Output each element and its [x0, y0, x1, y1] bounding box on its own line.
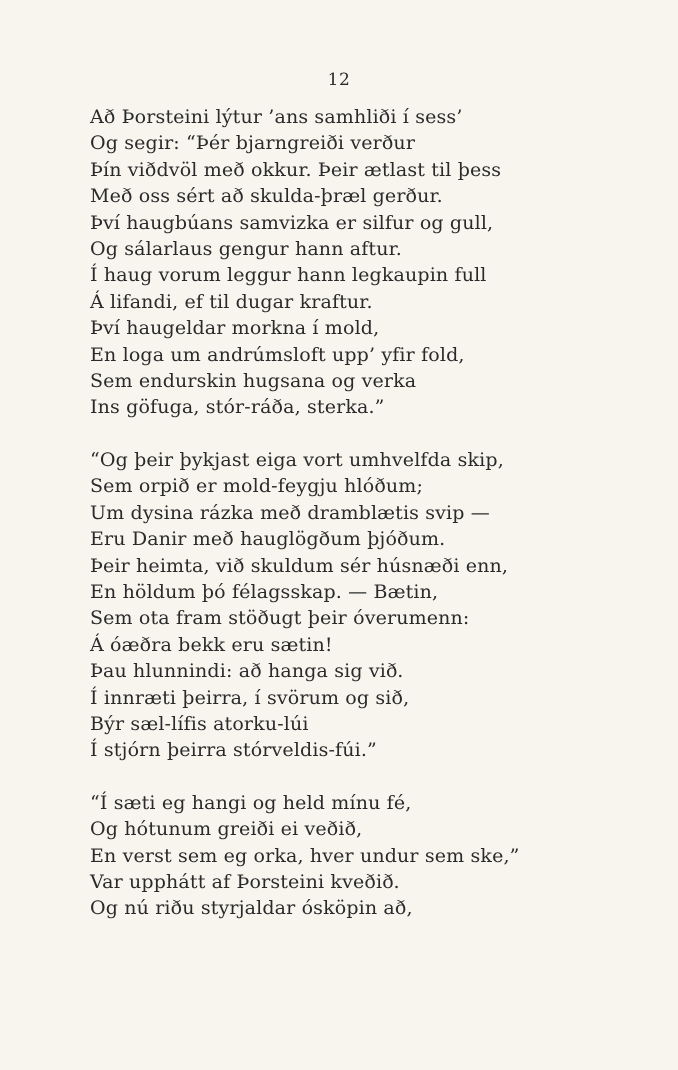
poem-line: Býr sæl-lífis atorku-lúi	[90, 712, 309, 735]
poem-line: Og hótunum greiði ei veðið,	[90, 818, 363, 841]
poem-line: Og nú riðu styrjaldar ósköpin að,	[90, 897, 413, 920]
poem-line: Um dysina rázka með dramblætis svip —	[90, 501, 490, 524]
stanza-3	[90, 790, 650, 922]
poem-line: En verst sem eg orka, hver undur sem ske,”	[90, 844, 520, 867]
poem-line: En loga um andrúmsloft upp’ yfir fold,	[90, 343, 465, 366]
poem-line: Í innræti þeirra, í svörum og sið,	[90, 686, 410, 709]
poem-line: Sem endurskin hugsana og verka	[90, 370, 417, 393]
poem-line: Með oss sért að skulda-þræl gerður.	[90, 185, 443, 208]
poem-line: Eru Danir með hauglögðum þjóðum.	[90, 528, 446, 551]
stanza-2	[90, 447, 650, 764]
poem-line: Í stjórn þeirra stórveldis-fúi.”	[90, 739, 377, 762]
poem-line: Því haugbúans samvizka er silfur og gull,	[90, 211, 494, 234]
poem-line: Því haugeldar morkna í mold,	[90, 317, 380, 340]
poem-line: “Í sæti eg hangi og held mínu fé,	[90, 791, 412, 814]
poem-line: Sem ota fram stöðugt þeir óverumenn:	[90, 607, 470, 630]
poem-line: Þeir heimta, við skuldum sér húsnæði enn,	[90, 554, 509, 577]
poem-line: Í haug vorum leggur hann legkaupin full	[90, 264, 487, 287]
poem-line: Og sálarlaus gengur hann aftur.	[90, 238, 402, 261]
poem-line: Var upphátt af Þorsteini kveðið.	[90, 870, 400, 893]
poem-line: Þau hlunnindi: að hanga sig við.	[90, 660, 404, 683]
poem-line: En höldum þó félagsskap. — Bætin,	[90, 580, 439, 603]
stanza-1	[90, 104, 650, 421]
poem-line: Á óæðra bekk eru sætin!	[90, 633, 333, 656]
page-number: 12	[327, 70, 351, 90]
poem-line: Að Þorsteini lýtur ’ans samhliði í sess’	[90, 106, 463, 128]
poem-body	[90, 104, 650, 922]
poem-line: Þín viðdvöl með okkur. Þeir ætlast til þess	[90, 158, 502, 181]
poem-line: Á lifandi, ef til dugar kraftur.	[90, 290, 373, 313]
poem-line: “Og þeir þykjast eiga vort umhvelfda skip,	[90, 448, 504, 471]
poem-line: Sem orpið er mold-feygju hlóðum;	[90, 475, 424, 498]
poem-line: Og segir: “Þér bjarngreiði verður	[90, 132, 416, 155]
poem-line: Ins göfuga, stór-ráða, sterka.”	[90, 396, 385, 419]
